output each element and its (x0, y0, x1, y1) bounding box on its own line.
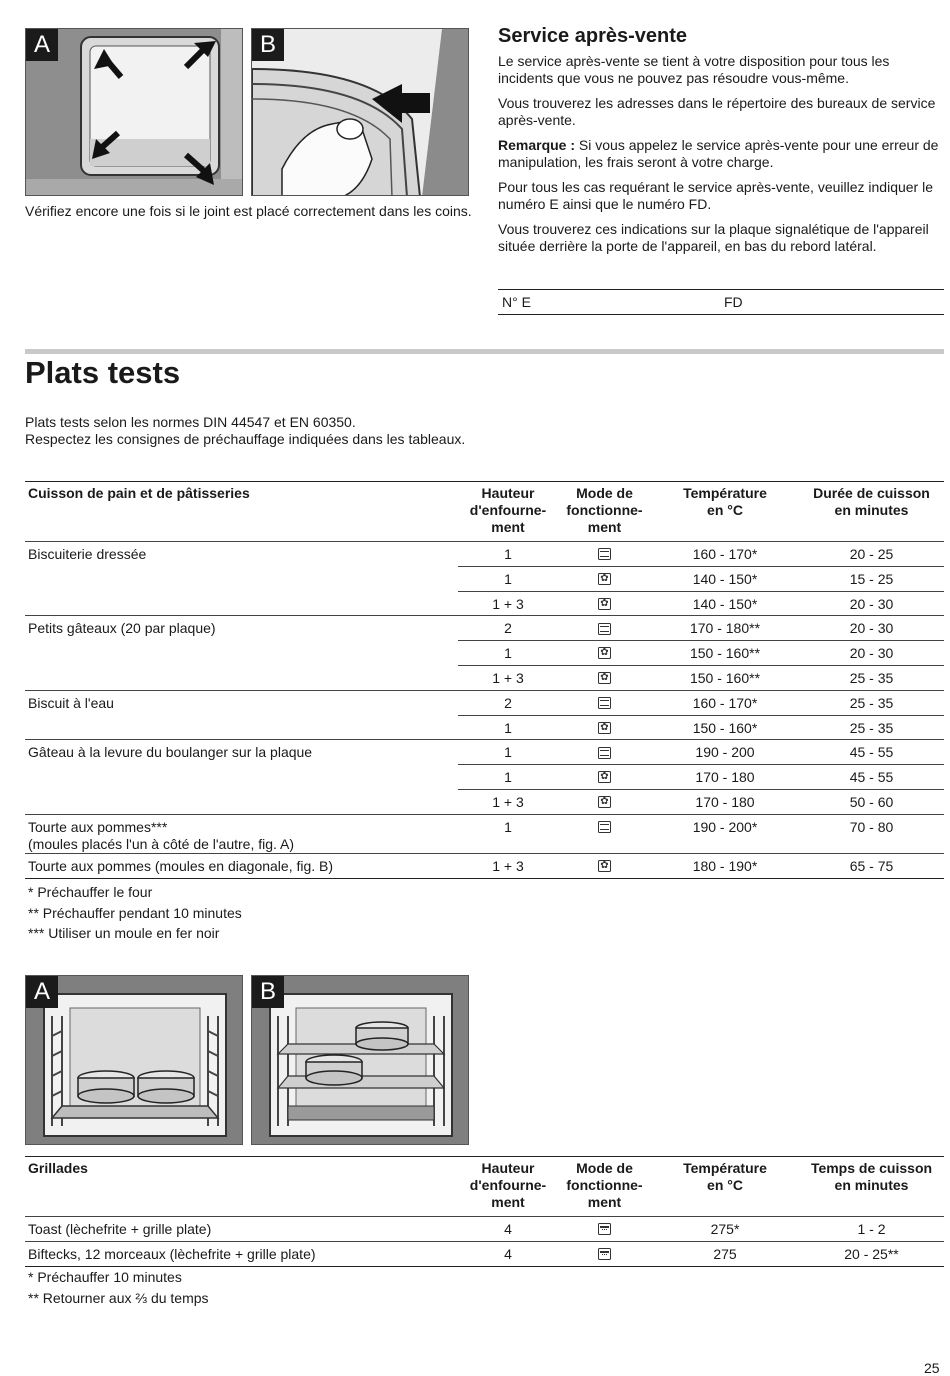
column-header-level: Hauteur d'enfourne- ment (469, 1160, 547, 1210)
level-cell: 1 + 3 (458, 853, 558, 878)
dish-name: Biscuiterie dressée (28, 546, 147, 562)
mode-cell (558, 616, 651, 641)
grill-mode-icon (598, 1248, 611, 1260)
service-paragraph: Pour tous les cas requérant le service après-vente, veuillez indiquer le numéro E ainsi que le numéro FD. (498, 179, 934, 212)
section-divider (25, 349, 944, 354)
dish-name-cell (25, 542, 458, 616)
temperature-cell: 170 - 180 (651, 765, 799, 790)
page-number: 25 (924, 1360, 940, 1376)
fan-mode-icon (598, 598, 611, 610)
table-header-row (25, 482, 944, 542)
table-row (25, 542, 944, 567)
temperature-cell: 180 - 190* (651, 853, 799, 878)
temperature-cell: 150 - 160** (651, 665, 799, 690)
level-cell: 1 + 3 (458, 665, 558, 690)
mode-cell (558, 740, 651, 765)
table-header-row (25, 1157, 944, 1217)
mode-cell (558, 641, 651, 666)
temperature-cell: 190 - 200* (651, 814, 799, 853)
note-label: Remarque : (498, 137, 576, 153)
duration-cell: 65 - 75 (799, 853, 944, 878)
mode-cell (558, 690, 651, 715)
column-header-duration: Durée de cuisson en minutes (813, 485, 930, 518)
mode-cell (558, 814, 651, 853)
number-fields-row (498, 289, 944, 315)
dish-name-cell: Biftecks, 12 morceaux (lèchefrite + grille plate) (25, 1241, 458, 1266)
dish-name: Biscuit à l'eau (28, 694, 114, 711)
mode-cell (558, 542, 651, 567)
temperature-cell: 190 - 200 (651, 740, 799, 765)
column-header-temperature: Température en °C (683, 485, 767, 518)
mode-cell (558, 591, 651, 616)
level-cell: 2 (458, 616, 558, 641)
mode-cell (558, 789, 651, 814)
dish-name-cell: Toast (lèchefrite + grille plate) (25, 1217, 458, 1242)
oven-door-seal-illustration-b (252, 29, 469, 196)
service-paragraph: Vous trouverez les adresses dans le répertoire des bureaux de service après-vente. (498, 95, 936, 128)
fan-mode-icon (598, 722, 611, 734)
figure-cake-placement-a (25, 975, 243, 1145)
top-bottom-mode-icon (598, 548, 611, 560)
fan-mode-icon (598, 796, 611, 808)
dish-name: Gâteau à la levure du boulanger sur la plaque (28, 744, 313, 761)
dish-name-cell (25, 690, 458, 740)
duration-cell: 20 - 30 (799, 641, 944, 666)
top-bottom-mode-icon (598, 821, 611, 833)
figure-door-seal-a (25, 28, 243, 196)
column-header-mode: Mode de fonctionne- ment (566, 1160, 643, 1210)
level-cell: 1 + 3 (458, 591, 558, 616)
duration-cell: 20 - 30 (799, 616, 944, 641)
column-header-mode: Mode de fonctionne- ment (566, 485, 643, 535)
figure-label-a: A (26, 29, 58, 61)
temperature-cell: 275 (651, 1241, 799, 1266)
note-text: Si vous appelez le service après-vente pour une erreur de manipulation, les frais seront à votre charge. (498, 137, 939, 170)
cake-tin (138, 1071, 194, 1103)
mode-cell (558, 715, 651, 740)
level-cell: 1 (458, 765, 558, 790)
column-header-temperature: Température en °C (683, 1160, 767, 1193)
fan-mode-icon (598, 672, 611, 684)
grill-mode-icon (598, 1223, 611, 1235)
top-bottom-mode-icon (598, 623, 611, 635)
service-title: Service après-vente (498, 25, 688, 47)
dish-name-cell (25, 616, 458, 690)
footnote: * Préchauffer 10 minutes (28, 1269, 182, 1285)
level-cell: 2 (458, 690, 558, 715)
temperature-cell: 170 - 180 (651, 789, 799, 814)
duration-cell: 45 - 55 (799, 765, 944, 790)
temperature-cell: 160 - 170* (651, 542, 799, 567)
duration-cell: 20 - 30 (799, 591, 944, 616)
level-cell: 4 (458, 1241, 558, 1266)
duration-cell: 25 - 35 (799, 665, 944, 690)
footnote: ** Retourner aux ⅔ du temps (28, 1290, 209, 1306)
table-row (25, 616, 944, 641)
duration-cell: 50 - 60 (799, 789, 944, 814)
duration-cell: 1 - 2 (799, 1217, 944, 1242)
figure-label-b: B (252, 976, 284, 1008)
column-header-dish: Cuisson de pain et de pâtisseries (28, 485, 250, 501)
duration-cell: 25 - 35 (799, 690, 944, 715)
service-paragraph: Vous trouverez ces indications sur la plaque signalétique de l'appareil située derrière la porte de l'appareil, en bas du rebord latéral. (498, 221, 929, 254)
dish-name: Petits gâteaux (20 par plaque) (28, 620, 216, 637)
ne-field-label: N° E (502, 294, 531, 310)
temperature-cell: 150 - 160* (651, 715, 799, 740)
cake-tin (78, 1071, 134, 1103)
level-cell: 1 (458, 715, 558, 740)
mode-cell (558, 566, 651, 591)
table-row (25, 853, 944, 878)
column-header-duration: Temps de cuisson en minutes (810, 1160, 933, 1193)
table-row (25, 740, 944, 765)
intro-line: Plats tests selon les normes DIN 44547 et EN 60350. (25, 414, 356, 430)
intro-line: Respectez les consignes de préchauffage indiquées dans les tableaux. (25, 431, 466, 447)
table-row (25, 1217, 944, 1242)
figure-caption: Vérifiez encore une fois si le joint est placé correctement dans les coins. (25, 203, 472, 219)
fd-field-label: FD (724, 294, 743, 310)
cake-tin (356, 1022, 408, 1050)
duration-cell: 20 - 25 (799, 542, 944, 567)
figure-cake-placement-b (251, 975, 469, 1145)
top-bottom-mode-icon (598, 697, 611, 709)
duration-cell: 25 - 35 (799, 715, 944, 740)
fan-mode-icon (598, 771, 611, 783)
figure-label-a: A (26, 976, 58, 1008)
dish-name: Tourte aux pommes (moules en diagonale, fig. B) (28, 857, 334, 874)
top-bottom-mode-icon (598, 747, 611, 759)
footnote: *** Utiliser un moule en fer noir (28, 925, 220, 941)
mode-cell (558, 665, 651, 690)
level-cell: 1 (458, 566, 558, 591)
dish-name-cell (25, 740, 458, 814)
level-cell: 1 (458, 814, 558, 853)
table-row (25, 1241, 944, 1266)
column-header-dish: Grillades (28, 1160, 88, 1176)
dish-name: Tourte aux pommes*** (28, 818, 168, 835)
level-cell: 1 (458, 641, 558, 666)
footnote: ** Préchauffer pendant 10 minutes (28, 905, 242, 921)
fan-mode-icon (598, 573, 611, 585)
temperature-cell: 140 - 150* (651, 591, 799, 616)
service-section (498, 24, 944, 263)
section-intro (25, 414, 475, 448)
level-cell: 4 (458, 1217, 558, 1242)
cake-tin (306, 1055, 362, 1085)
baking-table (25, 481, 944, 879)
temperature-cell: 275* (651, 1217, 799, 1242)
table-row (25, 814, 944, 853)
temperature-cell: 170 - 180** (651, 616, 799, 641)
dish-name-cell (25, 814, 458, 853)
service-paragraph: Le service après-vente se tient à votre disposition pour tous les incidents que vous ne pouvez pas résoudre vous-même. (498, 53, 890, 86)
dish-name-detail: (moules placés l'un à côté de l'autre, fig. A) (28, 835, 295, 852)
level-cell: 1 + 3 (458, 789, 558, 814)
duration-cell: 15 - 25 (799, 566, 944, 591)
duration-cell: 45 - 55 (799, 740, 944, 765)
figure-door-seal-b (251, 28, 469, 196)
column-header-level: Hauteur d'enfourne- ment (469, 485, 547, 535)
fan-mode-icon (598, 647, 611, 659)
level-cell: 1 (458, 740, 558, 765)
duration-cell: 20 - 25** (799, 1241, 944, 1266)
fan-mode-icon (598, 860, 611, 872)
section-title: Plats tests (25, 355, 181, 390)
table-row (25, 690, 944, 715)
level-cell: 1 (458, 542, 558, 567)
mode-cell (558, 1217, 651, 1242)
temperature-cell: 150 - 160** (651, 641, 799, 666)
oven-cakes-side-by-side-illustration (26, 976, 243, 1145)
temperature-cell: 140 - 150* (651, 566, 799, 591)
footnote: * Préchauffer le four (28, 884, 153, 900)
oven-cakes-diagonal-illustration (252, 976, 469, 1145)
mode-cell (558, 853, 651, 878)
mode-cell (558, 765, 651, 790)
mode-cell (558, 1241, 651, 1266)
service-note (498, 137, 944, 171)
duration-cell: 70 - 80 (799, 814, 944, 853)
grill-table (25, 1156, 944, 1267)
temperature-cell: 160 - 170* (651, 690, 799, 715)
figure-label-b: B (252, 29, 284, 61)
oven-door-seal-illustration-a (26, 29, 243, 196)
dish-name-cell (25, 853, 458, 878)
